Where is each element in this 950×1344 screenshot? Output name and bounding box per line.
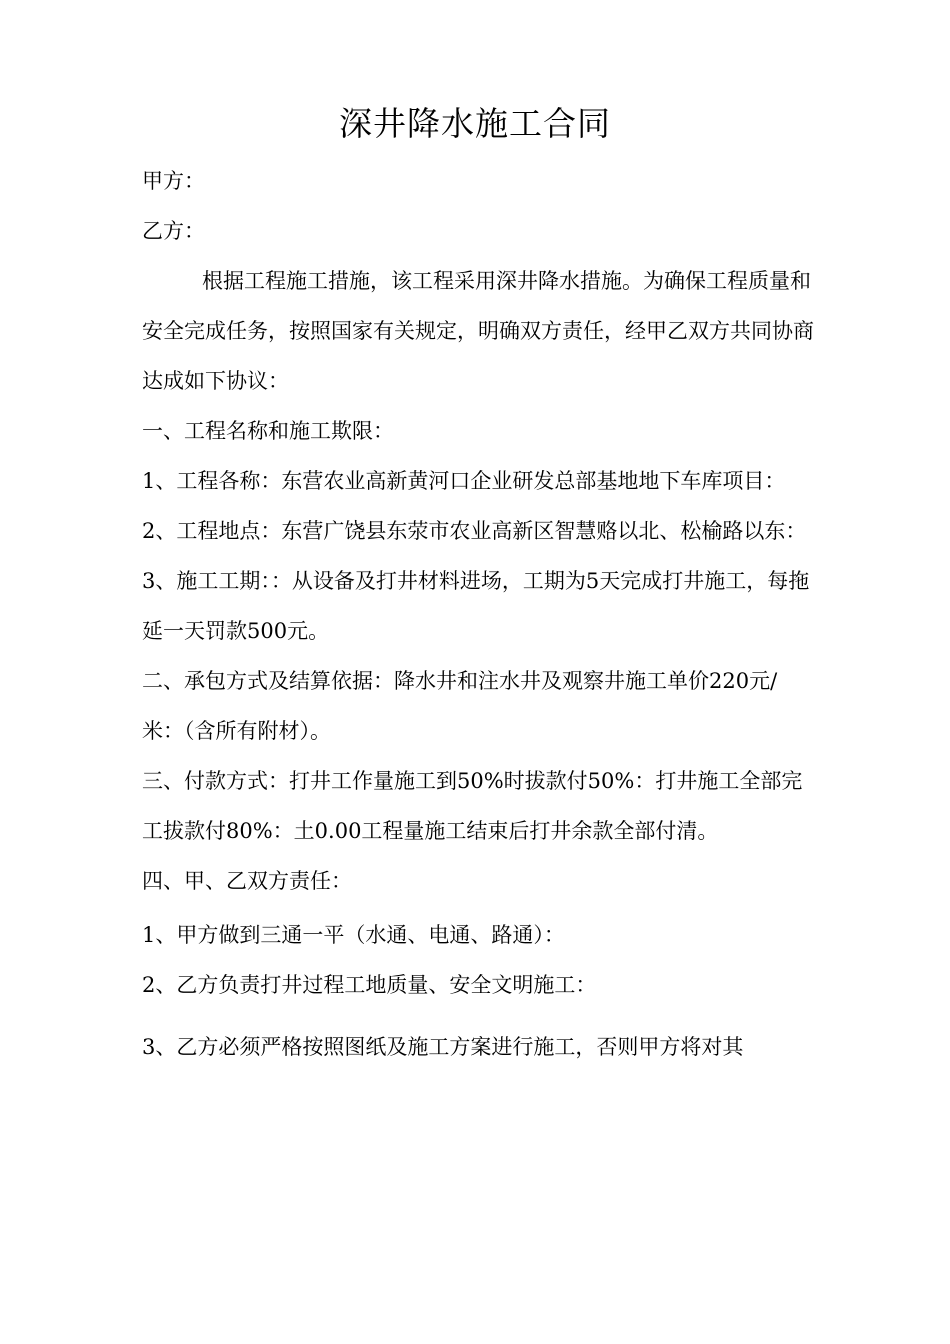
document-body — [142, 156, 814, 1072]
section-2-paragraph: 二、承包方式及结算依据：降水井和注水井及观察井施工单价220元/米：（含所有附材）。 — [142, 669, 778, 743]
clause-1-2: 2、工程地点：东营广饶县东荥市农业高新区智慧赂以北、松榆路以东： — [142, 519, 807, 543]
clause-1-1: 1、工程各称：东营农业高新黄河口企业研发总部基地地下车库项目： — [142, 469, 786, 493]
clause-1-3: 3、施工工期：：从设备及打井材料进场，工期为5天完成打井施工，每拖延一天罚款500元。 — [142, 569, 810, 643]
section-3-paragraph: 三、付款方式：打井工作量施工到50%时拔款付50%：打井施工全部完工拔款付80%：土0.00工程量施工结束后打井余款全部付清。 — [142, 769, 803, 843]
clause-4-1: 1、甲方做到三通一平（水通、电通、路通）： — [142, 923, 565, 947]
section-1-heading: 一、工程名称和施工欺限： — [142, 419, 394, 443]
party-a-line: 甲方： — [142, 169, 205, 193]
document-title: 深井降水施工合同 — [339, 104, 611, 143]
clause-4-3: 3、乙方必须严格按照图纸及施工方案进行施工，否则甲方将对其 — [142, 1035, 744, 1059]
intro-paragraph: 根据工程施工措施，该工程采用深井降水措施。为确保工程质量和安全完成任务，按照国家有关规定，明确双方责任，经甲乙双方共同协商达成如下协议： — [142, 269, 814, 393]
party-b-line: 乙方： — [142, 219, 205, 243]
section-4-heading: 四、甲、乙双方责任： — [142, 869, 352, 893]
clause-4-2: 2、乙方负责打井过程工地质量、安全文明施工： — [142, 973, 597, 997]
